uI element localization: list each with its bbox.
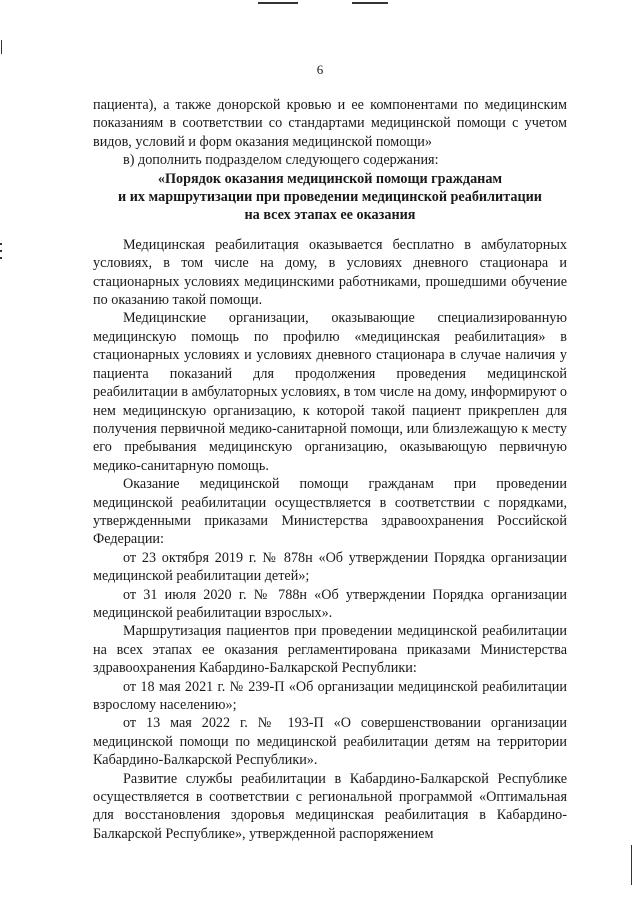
scan-mark-left-dot-1 (0, 243, 2, 245)
paragraph-order-239p: от 18 мая 2021 г. № 239-П «Об организации медицинской реабилитации взрослому населению»; (93, 678, 567, 713)
paragraph-order-878n: от 23 октября 2019 г. № 878н «Об утверждении Порядка организации медицинской реабилитации детей»; (93, 549, 567, 585)
paragraph-procedures: Оказание медицинской помощи гражданам при проведении медицинской реабилитации осуществляется в соответствии с порядками, утвержденными приказами Министерства здравоохранения Российской Федерации: (93, 476, 567, 548)
paragraph-free-rehabilitation: Медицинская реабилитация оказывается бесплатно в амбулаторных условиях, в том числе на дому, в условиях дневного стационара и стационарных условиях медицинскими работниками, прошедшими обучение по оказанию такой помощи. (93, 236, 567, 309)
paragraph-order-193p: от 13 мая 2022 г. № 193-П «О совершенствовании организации медицинской помощи по медицинской реабилитации детям на территории Кабардино-Балкарской Республики». (93, 715, 567, 769)
document-body (93, 96, 567, 843)
scan-mark-left-dot-2 (0, 250, 2, 252)
scan-mark-top-right (352, 2, 388, 4)
section-title-line-3: на всех этапах ее оказания (244, 207, 416, 224)
section-title-line-2: и их маршрутизации при проведении медицинской реабилитации (118, 189, 542, 206)
scan-mark-left-edge (1, 40, 2, 54)
paragraph-development: Развитие службы реабилитации в Кабардино-Балкарской Республике осуществляется в соответствии с региональной программой «Оптимальная для восстановления здоровья медицинская реабилитация в Кабардино-Балкарской Республике», утвержденной распоряжением (93, 770, 567, 842)
page-number: 6 (316, 62, 324, 77)
paragraph-order-788n: от 31 июля 2020 г. № 788н «Об утверждении Порядка организации медицинской реабилитации взрослых». (93, 586, 567, 621)
scan-mark-right-edge (631, 845, 632, 885)
continuation-paragraph: пациента), а также донорской кровью и ее компонентами по медицинским показаниям в соответствии со стандартами медицинской помощи с учетом видов, условий и форм оказания медицинской помощи» (93, 97, 567, 150)
scan-mark-top-left (258, 2, 298, 4)
scan-mark-left-dot-3 (0, 257, 2, 259)
section-title (93, 170, 567, 225)
paragraph-routing: Маршрутизация пациентов при проведении медицинской реабилитации на всех этапах ее оказания регламентирована приказами Министерства здравоохранения Кабардино-Балкарской Республики: (93, 623, 567, 677)
paragraph-medical-organizations: Медицинские организации, оказывающие специализированную медицинскую помощь по профилю «медицинская реабилитация» в стационарных условиях и условиях дневного стационара в случае наличия у пациента показаний для продолжения проведения медицинской реабилитации в амбулаторных условиях, в том числе на дому, информируют о нем медицинскую организацию, к которой такой пациент прикреплен для получения первичной медико-санитарной помощи, или близлежащую к месту его пребывания медицинскую организацию, оказывающую первичную медико-санитарную помощь. (93, 310, 567, 474)
section-title-line-1: «Порядок оказания медицинской помощи гражданам (157, 170, 503, 187)
instruction-paragraph: в) дополнить подразделом следующего содержания: (123, 152, 439, 169)
